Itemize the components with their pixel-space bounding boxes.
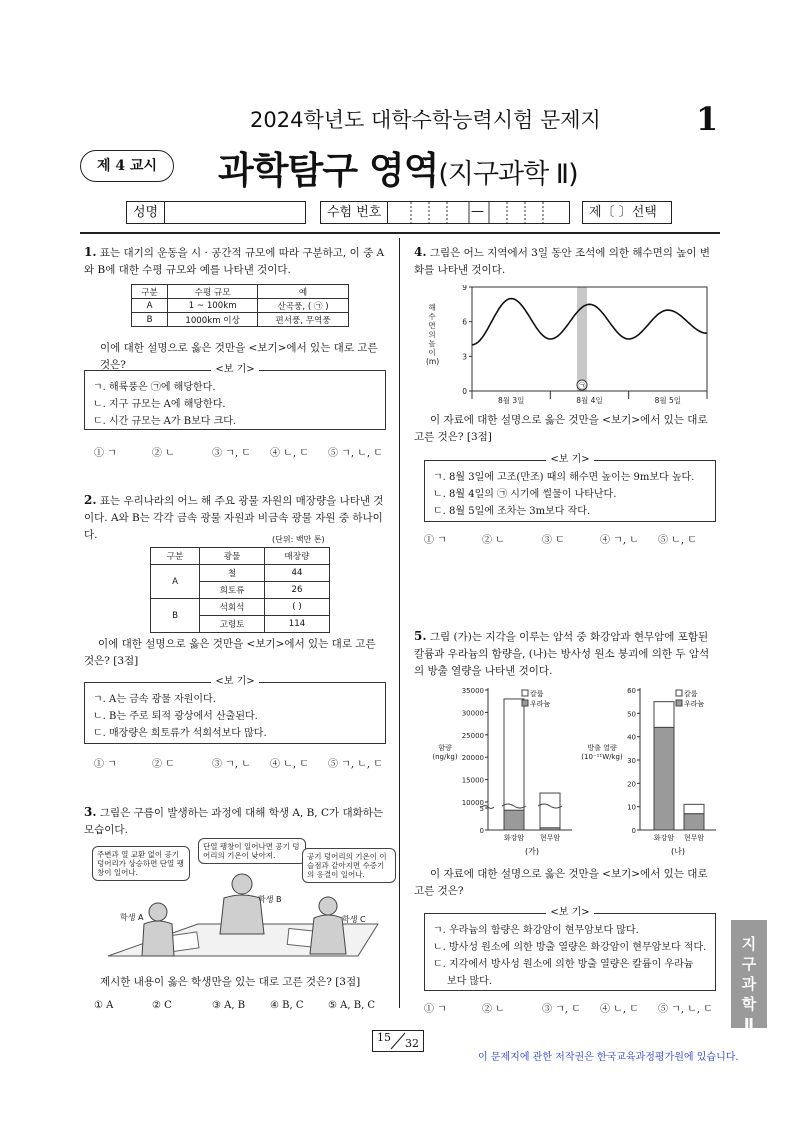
q1-bogi — [84, 364, 386, 430]
q5-number: 5. — [414, 629, 427, 643]
q5-choice[interactable]: ① ㄱ — [424, 1004, 447, 1015]
q1-cell: 산곡풍, ( ㉠ ) — [258, 299, 349, 313]
q4-choice[interactable]: ② ㄴ — [482, 535, 505, 546]
bar-uranium — [504, 810, 524, 830]
q2-stem — [84, 492, 389, 544]
plot-frame — [472, 287, 707, 391]
q5-choice[interactable]: ④ ㄴ, ㄷ — [600, 1004, 639, 1015]
y-tick-label: 9 — [462, 285, 467, 292]
q4-number: 4. — [414, 245, 427, 259]
subject-sub: (지구과학 Ⅱ) — [438, 159, 578, 190]
q4-choice[interactable]: ④ ㄱ, ㄴ — [600, 535, 639, 546]
q5-stem — [414, 628, 719, 680]
category-basalt: 현무암 — [683, 834, 705, 842]
name-box[interactable] — [126, 201, 306, 224]
q1-number: 1. — [84, 245, 97, 259]
q3-choice[interactable]: ① A — [94, 1000, 114, 1011]
q3-question: 제시한 내용이 옳은 학생만을 있는 대로 고른 것은? [3점] — [100, 976, 361, 988]
y-tick-label: 0 — [631, 827, 636, 835]
q2-cell: 철 — [200, 565, 265, 582]
student-b-label: 학생 B — [258, 895, 282, 904]
q3-choice[interactable]: ③ A, B — [212, 1000, 246, 1011]
q3-stem — [84, 804, 389, 839]
q5-choice[interactable]: ③ ㄱ, ㄷ — [542, 1004, 581, 1015]
chart-na-ylabel: 방출 열량 (10⁻¹¹W/kg) — [581, 744, 623, 761]
side-tab-char: 지 — [741, 935, 757, 953]
marker-label: ㉠ — [578, 382, 586, 390]
y-tick-label: 15000 — [461, 776, 484, 785]
q5-bogi-item: ㄱ. 우라늄의 함량은 화강암이 현무암보다 많다. — [433, 925, 639, 936]
q2-bogi-item: ㄷ. 매장량은 희토류가 석회석보다 많다. — [93, 728, 267, 739]
exam-number-label: 수험 번호 — [321, 202, 388, 223]
y-tick-label: 5 — [479, 805, 484, 813]
q4-choice[interactable]: ③ ㄷ — [542, 535, 565, 546]
q1-cell: B — [132, 313, 168, 327]
q4-bogi — [424, 454, 716, 522]
q2-choice[interactable]: ② ㄷ — [152, 759, 175, 770]
q2-bogi-title: <보 기> — [211, 676, 258, 687]
q5-chart-na — [578, 682, 718, 862]
legend-uranium: 우라늄 — [530, 700, 551, 708]
student-a-figure — [142, 903, 174, 956]
q2-th: 구분 — [151, 548, 200, 565]
y-tick-label: 3 — [462, 352, 467, 362]
y-tick-label: 10000 — [461, 799, 484, 807]
bar-potassium — [654, 702, 674, 728]
q3-choice[interactable]: ⑤ A, B, C — [328, 1000, 376, 1011]
q4-question: 이 자료에 대한 설명으로 옳은 것만을 <보기>에서 있는 대로 고른 것은? [3점] — [414, 414, 708, 443]
q5-question: 이 자료에 대한 설명으로 옳은 것만을 <보기>에서 있는 대로 고른 것은? — [414, 868, 708, 897]
page-current: 15 — [377, 1031, 391, 1044]
q2-bogi-item: ㄴ. B는 주로 퇴적 광상에서 산출된다. — [93, 711, 258, 722]
q4-chart — [420, 285, 710, 407]
student-a-label: 학생 A — [120, 913, 144, 922]
y-tick-label: 25000 — [461, 731, 484, 740]
q1-bogi-item: ㄴ. 지구 규모는 A에 해당한다. — [93, 399, 226, 410]
q2-question: 이에 대한 설명으로 옳은 것만을 <보기>에서 있는 대로 고른 것은? [3점] — [84, 638, 376, 667]
bar-potassium — [540, 793, 560, 830]
speech-bubble-c: 공기 덩어리의 기온이 이슬점과 같아지면 수증기의 응결이 일어나. — [302, 848, 396, 883]
q1-cell: 1000km 이상 — [168, 313, 258, 327]
y-tick-label: 20000 — [461, 754, 484, 763]
q1-choice[interactable]: ② ㄴ — [152, 448, 175, 459]
q2-cell: 희토류 — [200, 582, 265, 599]
q4-choice[interactable]: ① ㄱ — [424, 535, 447, 546]
y-tick-label: 60 — [627, 687, 636, 695]
q1-choice[interactable]: ① ㄱ — [94, 448, 117, 459]
q1-bogi-item: ㄷ. 시간 규모는 A가 B보다 크다. — [93, 416, 237, 427]
q5-bogi-item: ㄷ. 지각에서 방사성 원소에 의한 방출 열량은 칼륨이 우라늄 — [433, 959, 694, 970]
y-tick-label: 6 — [462, 317, 467, 327]
q1-text: 표는 대기의 운동을 시 · 공간적 규모에 따라 구분하고, 이 중 A와 B에 대한 수평 규모와 예를 나타낸 것이다. — [84, 247, 385, 276]
y-tick-label: 10 — [627, 803, 636, 812]
q2-bogi-item: ㄱ. A는 금속 광물 자원이다. — [93, 694, 216, 705]
q5-choice[interactable]: ② ㄴ — [482, 1004, 505, 1015]
exam-title: 2024학년도 대학수학능력시험 문제지 — [250, 108, 601, 132]
x-tick-label: 8월 5일 — [654, 396, 682, 405]
q1-th: 예 — [258, 285, 349, 299]
marker-band — [577, 287, 587, 391]
q4-stem — [414, 244, 719, 279]
q1-choice[interactable]: ⑤ ㄱ, ㄴ, ㄷ — [328, 448, 383, 459]
q1-th: 구분 — [132, 285, 168, 299]
y-tick-label: 0 — [462, 387, 467, 396]
header-rule — [80, 232, 720, 234]
category-basalt: 현무암 — [539, 834, 561, 842]
q4-bogi-item: ㄱ. 8월 3일에 고조(만조) 때의 해수면 높이는 9m보다 높다. — [433, 472, 695, 483]
q5-bogi — [424, 907, 716, 991]
q1-bogi-title: <보 기> — [211, 364, 258, 375]
subject-title — [218, 140, 578, 194]
subject-main: 과학탐구 영역 — [218, 149, 439, 192]
q1-bogi-item: ㄱ. 해륙풍은 ㉠에 해당한다. — [93, 382, 216, 393]
q2-text: 표는 우리나라의 어느 해 주요 광물 자원의 매장량을 나타낸 것이다. A와 B는 각각 금속 광물 자원과 비금속 광물 자원 중 하나이다. — [84, 495, 384, 541]
y-tick-label: 30 — [627, 757, 636, 765]
q2-th: 광물 — [200, 548, 265, 565]
q5-bogi-item: ㄴ. 방사성 원소에 의한 방출 열량은 화강암이 현무암보다 적다. — [433, 942, 707, 953]
x-tick-label: 8월 3일 — [497, 396, 525, 405]
q2-group: A — [151, 565, 200, 599]
column-divider — [399, 238, 400, 1008]
q1-cell: 편서풍, 무역풍 — [258, 313, 349, 327]
session-badge: 제 4 교시 — [80, 150, 174, 182]
chart-ga-ylabel: 함량 (ng/kg) — [432, 744, 458, 761]
bar-uranium — [654, 727, 674, 830]
legend-uranium: 우라늄 — [684, 700, 705, 708]
q4-bogi-title: <보 기> — [546, 454, 593, 465]
q5-choice[interactable]: ⑤ ㄱ, ㄴ, ㄷ — [658, 1004, 713, 1015]
category-granite: 화강암 — [653, 834, 675, 842]
q2-choice[interactable]: ⑤ ㄱ, ㄴ, ㄷ — [328, 759, 383, 770]
q2-choice[interactable]: ① ㄱ — [94, 759, 117, 770]
q1-cell: 1 ~ 100km — [168, 299, 258, 313]
q5-bogi-item: 보다 많다. — [447, 976, 492, 987]
q4-ylabel: 해수면의 높이 (m) — [426, 303, 440, 366]
y-tick-label: 35000 — [461, 687, 484, 695]
legend-potassium: 칼륨 — [530, 690, 544, 698]
q2-cell: 26 — [265, 582, 330, 599]
q1-question: 이에 대한 설명으로 옳은 것만을 <보기>에서 있는 대로 고른 것은? — [100, 342, 378, 371]
q2-choice[interactable]: ③ ㄱ, ㄴ — [212, 759, 251, 770]
q2-table — [150, 547, 330, 633]
choice-box[interactable]: 제〔 〕선택 — [582, 201, 672, 224]
q1-cell: A — [132, 299, 168, 313]
q1-th: 수평 규모 — [168, 285, 258, 299]
copyright-notice: 이 문제지에 관한 저작권은 한국교육과정평가원에 있습니다. — [478, 1052, 739, 1063]
side-tab-char: 과 — [741, 975, 757, 993]
q3-choice[interactable]: ④ B, C — [270, 1000, 304, 1011]
q2-cell: 석회석 — [200, 599, 265, 616]
legend-potassium: 칼륨 — [684, 690, 698, 698]
y-tick-label: 50 — [627, 710, 636, 719]
q4-text: 그림은 어느 지역에서 3일 동안 조석에 의한 해수면의 높이 변화를 나타낸 것이다. — [414, 247, 711, 276]
name-label: 성명 — [127, 202, 165, 223]
bar-potassium — [684, 804, 704, 813]
q4-choice[interactable]: ⑤ ㄴ, ㄷ — [658, 535, 697, 546]
category-granite: 화강암 — [503, 834, 525, 842]
tide-series-line — [472, 299, 707, 345]
q1-stem — [84, 244, 389, 279]
q1-choice[interactable]: ③ ㄱ, ㄷ — [212, 448, 251, 459]
speech-bubble-a: 주변과 열 교환 없이 공기 덩어리가 상승하면 단열 팽창이 일어나. — [92, 846, 190, 881]
exam-number-box[interactable] — [320, 201, 570, 224]
page-indicator — [372, 1030, 424, 1052]
student-c-label: 학생 C — [342, 915, 366, 924]
q4-bogi-item: ㄷ. 8월 5일에 조차는 3m보다 작다. — [433, 506, 591, 517]
q2-th: 매장량 — [265, 548, 330, 565]
subject-side-tab — [731, 920, 767, 1033]
page-total: 32 — [405, 1037, 419, 1050]
heat-output-chart — [578, 682, 718, 862]
bar-uranium — [684, 814, 704, 830]
q2-choice[interactable]: ④ ㄴ, ㄷ — [270, 759, 309, 770]
q2-bogi — [84, 676, 386, 744]
y-tick-label: 40 — [627, 733, 636, 742]
q4-bogi-item: ㄴ. 8월 4일의 ㉠ 시기에 썰물이 나타난다. — [433, 489, 617, 500]
q3-text: 그림은 구름이 발생하는 과정에 대해 학생 A, B, C가 대화하는 모습이다. — [84, 807, 384, 836]
chart-na-label: (나) — [671, 847, 685, 856]
q3-number: 3. — [84, 805, 97, 819]
potassium-uranium-chart — [424, 682, 574, 862]
y-tick-label: 0 — [479, 827, 484, 835]
q2-unit: (단위: 백만 톤) — [272, 535, 325, 544]
y-tick-label: 30000 — [461, 709, 484, 718]
q2-group: B — [151, 599, 200, 633]
exam-number-dash: — — [471, 204, 484, 219]
q5-bogi-title: <보 기> — [546, 907, 593, 918]
q5-chart-ga — [424, 682, 574, 862]
q3-illustration — [88, 838, 388, 970]
q5-text: 그림 (가)는 지각을 이루는 암석 중 화강암과 현무암에 포함된 칼륨과 우라늄의 함량을, (나)는 방사성 원소 붕괴에 의한 두 암석의 방출 열량을 나타낸 것이다. — [414, 631, 710, 677]
q2-cell: 44 — [265, 565, 330, 582]
q3-choice[interactable]: ② C — [152, 1000, 172, 1011]
side-tab-char: 학 — [741, 995, 757, 1013]
x-tick-label: 8월 4일 — [576, 396, 603, 405]
q2-cell: 114 — [265, 616, 330, 633]
side-tab-char: Ⅱ — [744, 1015, 754, 1033]
q2-number: 2. — [84, 493, 97, 507]
y-tick-label: 20 — [627, 780, 636, 789]
bar-uranium — [540, 828, 560, 830]
tide-chart-svg — [420, 285, 710, 407]
chart-ga-label: (가) — [525, 847, 539, 856]
student-c-figure — [310, 897, 346, 954]
q1-table — [131, 284, 349, 327]
q1-choice[interactable]: ④ ㄴ, ㄷ — [270, 448, 309, 459]
q2-cell: ( ) — [265, 599, 330, 616]
speech-bubble-b: 단열 팽창이 일어나면 공기 덩어리의 기온이 낮아져. — [198, 838, 306, 864]
side-tab-char: 구 — [741, 955, 757, 973]
page-number: 1 — [696, 100, 719, 138]
q2-cell: 고령토 — [200, 616, 265, 633]
